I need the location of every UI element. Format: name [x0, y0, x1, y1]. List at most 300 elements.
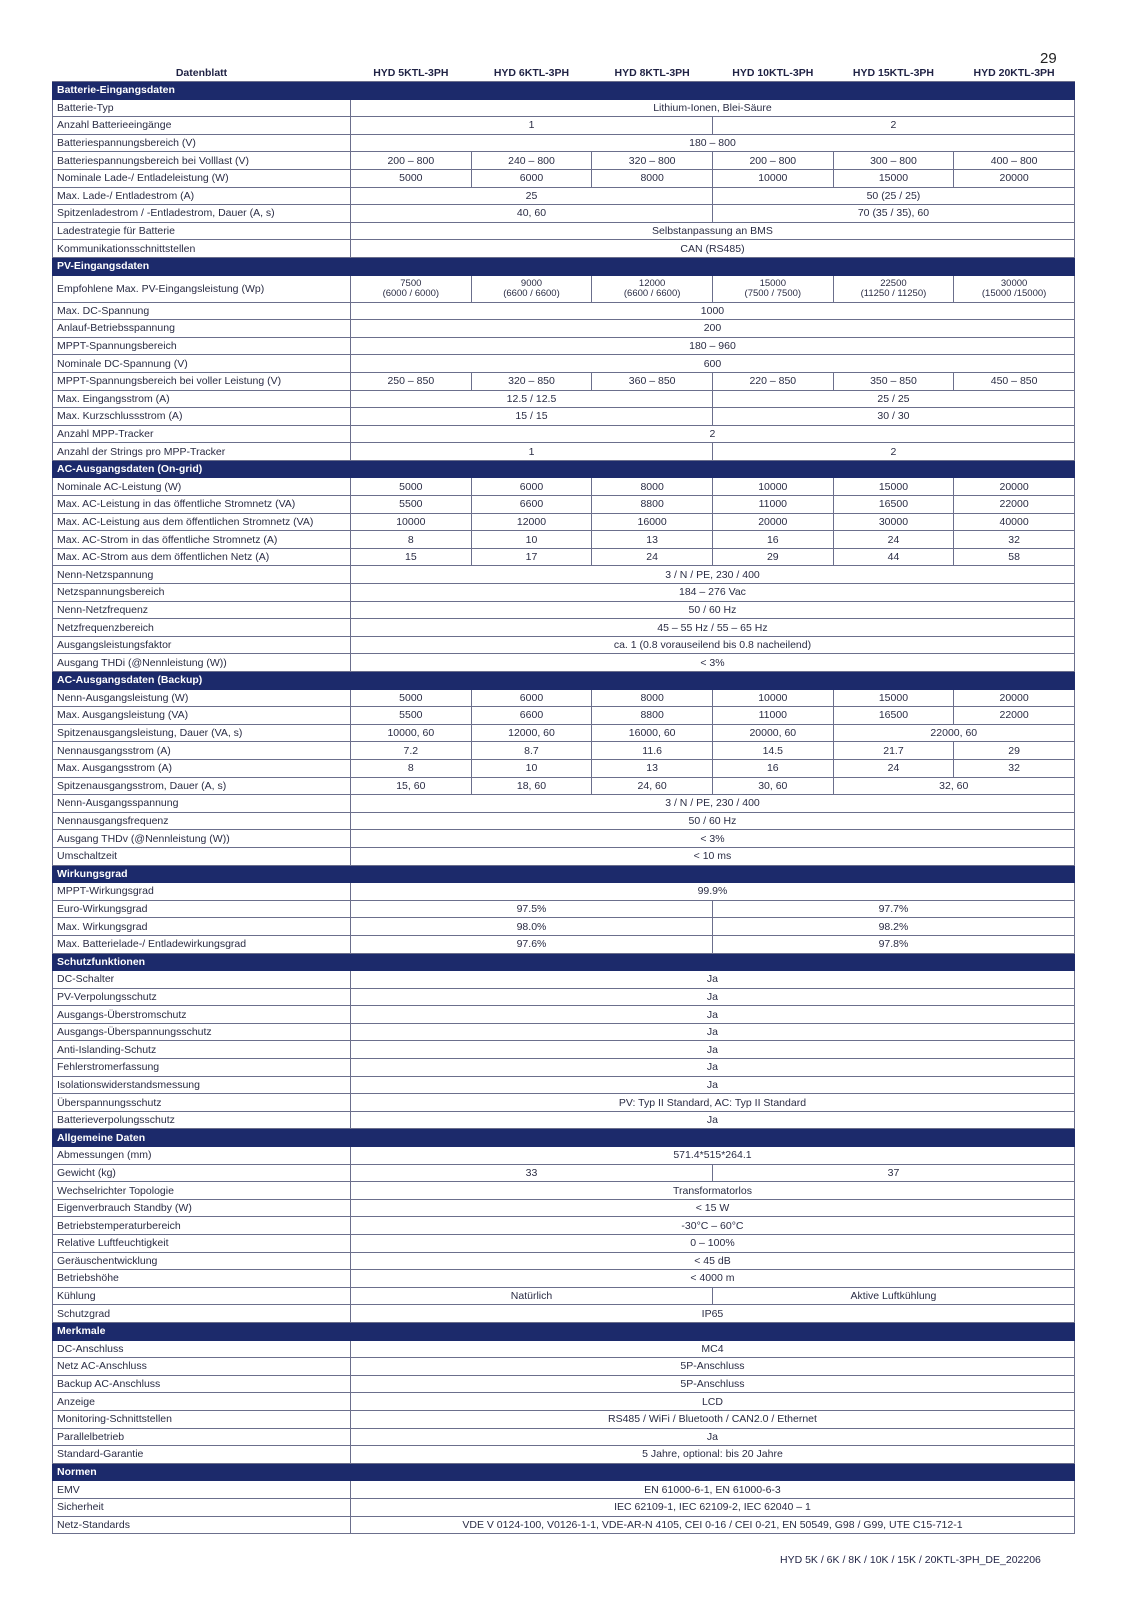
value-cell: 32, 60 [833, 777, 1074, 795]
value-cell: EN 61000-6-1, EN 61000-6-3 [351, 1481, 1075, 1499]
value-cell: 37 [712, 1164, 1074, 1182]
value-cell: 200 – 800 [712, 152, 833, 170]
table-row [53, 1393, 1075, 1411]
row-label: Überspannungsschutz [53, 1094, 351, 1112]
value-cell: 15 / 15 [351, 408, 713, 426]
table-row [53, 372, 1075, 390]
row-label: Batterieverpolungsschutz [53, 1111, 351, 1129]
row-label: Euro-Wirkungsgrad [53, 900, 351, 918]
value-cell: 8000 [592, 478, 713, 496]
row-label: DC-Anschluss [53, 1340, 351, 1358]
value-cell: 10000 [712, 169, 833, 187]
value-cell: 14.5 [712, 742, 833, 760]
row-label: Nennausgangsstrom (A) [53, 742, 351, 760]
table-row [53, 566, 1075, 584]
model-header: HYD 15KTL-3PH [833, 62, 954, 82]
value-cell: 97.6% [351, 935, 713, 953]
table-row [53, 1252, 1075, 1270]
value-cell: 98.2% [712, 918, 1074, 936]
table-row [53, 724, 1075, 742]
row-label: Anlauf-Betriebsspannung [53, 320, 351, 338]
table-row [53, 1041, 1075, 1059]
value-cell: 10000, 60 [351, 724, 472, 742]
value-cell: 2 [351, 425, 1075, 443]
table-row [53, 636, 1075, 654]
table-row [53, 1023, 1075, 1041]
table-row [53, 1481, 1075, 1499]
table-row [53, 240, 1075, 258]
section-header [53, 257, 1075, 275]
value-cell: 50 / 60 Hz [351, 812, 1075, 830]
value-cell: 3 / N / PE, 230 / 400 [351, 795, 1075, 813]
value-cell: 21.7 [833, 742, 954, 760]
model-header: HYD 6KTL-3PH [471, 62, 592, 82]
value-cell: 2 [712, 117, 1074, 135]
row-label: Max. Lade-/ Entladestrom (A) [53, 187, 351, 205]
row-label: Umschaltzeit [53, 847, 351, 865]
row-label: Max. Eingangsstrom (A) [53, 390, 351, 408]
value-cell: 30 / 30 [712, 408, 1074, 426]
row-label: Parallelbetrieb [53, 1428, 351, 1446]
table-row [53, 795, 1075, 813]
row-label: Nominale DC-Spannung (V) [53, 355, 351, 373]
table-row [53, 425, 1075, 443]
row-label: Netz-Standards [53, 1516, 351, 1534]
value-cell: < 10 ms [351, 847, 1075, 865]
section-header [53, 953, 1075, 971]
table-row [53, 275, 1075, 302]
value-cell: 30000 [833, 513, 954, 531]
value-cell: 22000, 60 [833, 724, 1074, 742]
header-label: Datenblatt [53, 62, 351, 82]
value-cell: 17 [471, 548, 592, 566]
value-cell: 29 [712, 548, 833, 566]
value-cell: 8 [351, 531, 472, 549]
value-cell: ca. 1 (0.8 vorauseilend bis 0.8 nacheilend) [351, 636, 1075, 654]
row-label: Schutzgrad [53, 1305, 351, 1323]
value-cell: 571.4*515*264.1 [351, 1147, 1075, 1165]
value-cell: 5P-Anschluss [351, 1358, 1075, 1376]
page-number: 29 [1040, 50, 1057, 67]
row-label: Geräuschentwicklung [53, 1252, 351, 1270]
table-row [53, 134, 1075, 152]
row-label: Kommunikationsschnittstellen [53, 240, 351, 258]
row-label: Kühlung [53, 1287, 351, 1305]
value-cell: 350 – 850 [833, 372, 954, 390]
section-header [53, 672, 1075, 690]
table-body [53, 82, 1075, 1534]
row-label: Batteriespannungsbereich bei Volllast (V) [53, 152, 351, 170]
value-cell: 22000 [954, 496, 1075, 514]
value-cell: 180 – 800 [351, 134, 1075, 152]
row-label: Nennausgangsfrequenz [53, 812, 351, 830]
value-cell: 29 [954, 742, 1075, 760]
value-cell: 20000 [954, 689, 1075, 707]
table-row [53, 812, 1075, 830]
value-cell: 24, 60 [592, 777, 713, 795]
value-cell: Ja [351, 1428, 1075, 1446]
value-cell: 1 [351, 117, 713, 135]
table-row [53, 320, 1075, 338]
table-row [53, 777, 1075, 795]
value-cell: 97.8% [712, 935, 1074, 953]
row-label: EMV [53, 1481, 351, 1499]
row-label: Netzspannungsbereich [53, 584, 351, 602]
row-label: MPPT-Wirkungsgrad [53, 883, 351, 901]
section-title: Batterie-Eingangsdaten [53, 82, 1075, 100]
value-cell: < 15 W [351, 1199, 1075, 1217]
value-cell: 12000 [471, 513, 592, 531]
value-cell: 15 [351, 548, 472, 566]
row-label: Abmessungen (mm) [53, 1147, 351, 1165]
value-cell: 220 – 850 [712, 372, 833, 390]
row-label: Max. Wirkungsgrad [53, 918, 351, 936]
table-row [53, 1410, 1075, 1428]
value-cell: 20000 [712, 513, 833, 531]
row-label: Standard-Garantie [53, 1446, 351, 1464]
value-cell: 8.7 [471, 742, 592, 760]
value-cell [351, 275, 472, 302]
row-label: Isolationswiderstandsmessung [53, 1076, 351, 1094]
table-row [53, 935, 1075, 953]
row-label: PV-Verpolungsschutz [53, 988, 351, 1006]
value-cell: 5000 [351, 478, 472, 496]
table-row [53, 496, 1075, 514]
table-row [53, 1006, 1075, 1024]
value-cell: < 3% [351, 830, 1075, 848]
section-header [53, 865, 1075, 883]
value-line: 9000 [520, 277, 543, 289]
row-label: Max. AC-Leistung in das öffentliche Stromnetz (VA) [53, 496, 351, 514]
value-cell: 2 [712, 443, 1074, 461]
row-label: Batterie-Typ [53, 99, 351, 117]
table-row [53, 900, 1075, 918]
table-row [53, 1340, 1075, 1358]
section-header [53, 82, 1075, 100]
section-title: Wirkungsgrad [53, 865, 1075, 883]
value-cell: 11.6 [592, 742, 713, 760]
value-cell: Ja [351, 971, 1075, 989]
row-label: Ausgang THDi (@Nennleistung (W)) [53, 654, 351, 672]
table-row [53, 1305, 1075, 1323]
section-title: AC-Ausgangsdaten (Backup) [53, 672, 1075, 690]
value-cell: 24 [592, 548, 713, 566]
value-cell: 7.2 [351, 742, 472, 760]
model-header: HYD 5KTL-3PH [351, 62, 472, 82]
value-cell: 16000 [592, 513, 713, 531]
row-label: Anti-Islanding-Schutz [53, 1041, 351, 1059]
value-cell: 184 – 276 Vac [351, 584, 1075, 602]
row-label: Max. DC-Spannung [53, 302, 351, 320]
row-label: Nenn-Netzfrequenz [53, 601, 351, 619]
table-row [53, 1199, 1075, 1217]
value-cell: 50 (25 / 25) [712, 187, 1074, 205]
value-cell: 24 [833, 531, 954, 549]
table-row [53, 1287, 1075, 1305]
table-row [53, 187, 1075, 205]
value-cell: 10000 [712, 689, 833, 707]
document-code: HYD 5K / 6K / 8K / 10K / 15K / 20KTL-3PH_DE_202206 [780, 1554, 1041, 1566]
section-title: AC-Ausgangsdaten (On-grid) [53, 460, 1075, 478]
value-cell: 5000 [351, 169, 472, 187]
table-row [53, 1516, 1075, 1534]
value-cell: Aktive Luftkühlung [712, 1287, 1074, 1305]
value-cell: 320 – 850 [471, 372, 592, 390]
value-cell: IEC 62109-1, IEC 62109-2, IEC 62040 – 1 [351, 1498, 1075, 1516]
row-label: Spitzenausgangsleistung, Dauer (VA, s) [53, 724, 351, 742]
value-cell: 97.7% [712, 900, 1074, 918]
table-row [53, 584, 1075, 602]
row-label: MPPT-Spannungsbereich [53, 337, 351, 355]
row-label: Max. Kurzschlussstrom (A) [53, 408, 351, 426]
value-cell: 6000 [471, 169, 592, 187]
row-label: Eigenverbrauch Standby (W) [53, 1199, 351, 1217]
value-line: 15000 [759, 277, 786, 289]
model-header: HYD 8KTL-3PH [592, 62, 713, 82]
table-row [53, 169, 1075, 187]
table-row [53, 1270, 1075, 1288]
row-label: Gewicht (kg) [53, 1164, 351, 1182]
table-row [53, 1235, 1075, 1253]
value-cell: 40000 [954, 513, 1075, 531]
value-cell: 6600 [471, 707, 592, 725]
value-cell: 70 (35 / 35), 60 [712, 205, 1074, 223]
table-row [53, 918, 1075, 936]
value-line: (7500 / 7500) [744, 287, 802, 299]
value-cell: 11000 [712, 707, 833, 725]
table-row [53, 742, 1075, 760]
value-cell: 15000 [833, 169, 954, 187]
table-row [53, 355, 1075, 373]
row-label: Empfohlene Max. PV-Eingangsleistung (Wp) [53, 275, 351, 302]
model-header: HYD 10KTL-3PH [712, 62, 833, 82]
value-cell: 3 / N / PE, 230 / 400 [351, 566, 1075, 584]
value-cell: 200 – 800 [351, 152, 472, 170]
value-cell: 5000 [351, 689, 472, 707]
table-row [53, 302, 1075, 320]
table-row [53, 971, 1075, 989]
value-cell: 58 [954, 548, 1075, 566]
table-row [53, 1217, 1075, 1235]
value-cell [471, 275, 592, 302]
value-cell: 15000 [833, 478, 954, 496]
value-cell: 12000, 60 [471, 724, 592, 742]
row-label: Max. AC-Strom in das öffentliche Stromnetz (A) [53, 531, 351, 549]
value-cell [833, 275, 954, 302]
table-row [53, 847, 1075, 865]
value-cell: 180 – 960 [351, 337, 1075, 355]
table-header [53, 62, 1075, 82]
value-cell: PV: Typ II Standard, AC: Typ II Standard [351, 1094, 1075, 1112]
value-cell: 8 [351, 759, 472, 777]
row-label: Max. AC-Leistung aus dem öffentlichen Stromnetz (VA) [53, 513, 351, 531]
value-cell: 20000 [954, 169, 1075, 187]
value-cell: 13 [592, 531, 713, 549]
value-cell: Ja [351, 988, 1075, 1006]
value-cell: Transformatorlos [351, 1182, 1075, 1200]
row-label: Ausgangsleistungsfaktor [53, 636, 351, 654]
value-cell: 400 – 800 [954, 152, 1075, 170]
value-cell: 97.5% [351, 900, 713, 918]
value-cell: Ja [351, 1006, 1075, 1024]
value-cell: 8000 [592, 689, 713, 707]
row-label: Backup AC-Anschluss [53, 1375, 351, 1393]
section-title: Merkmale [53, 1322, 1075, 1340]
table-row [53, 531, 1075, 549]
row-label: Nenn-Netzspannung [53, 566, 351, 584]
table-row [53, 759, 1075, 777]
value-cell: 8800 [592, 496, 713, 514]
table-row [53, 408, 1075, 426]
value-cell: Ja [351, 1076, 1075, 1094]
table-row [53, 619, 1075, 637]
table-row [53, 1076, 1075, 1094]
value-cell: < 3% [351, 654, 1075, 672]
row-label: Ausgangs-Überstromschutz [53, 1006, 351, 1024]
row-label: Spitzenausgangsstrom, Dauer (A, s) [53, 777, 351, 795]
value-cell: 10000 [351, 513, 472, 531]
table-row [53, 1358, 1075, 1376]
row-label: Betriebstemperaturbereich [53, 1217, 351, 1235]
section-header [53, 1322, 1075, 1340]
row-label: Netz AC-Anschluss [53, 1358, 351, 1376]
value-cell: LCD [351, 1393, 1075, 1411]
value-cell: VDE V 0124-100, V0126-1-1, VDE-AR-N 4105, CEI 0-16 / CEI 0-21, EN 50549, G98 / G99, UTE C15-712-1 [351, 1516, 1075, 1534]
table-row [53, 707, 1075, 725]
table-row [53, 1111, 1075, 1129]
table-row [53, 337, 1075, 355]
value-cell: 25 [351, 187, 713, 205]
value-cell: 600 [351, 355, 1075, 373]
value-cell: 6000 [471, 689, 592, 707]
value-cell: 50 / 60 Hz [351, 601, 1075, 619]
table-row [53, 443, 1075, 461]
value-cell: 300 – 800 [833, 152, 954, 170]
value-cell: Ja [351, 1111, 1075, 1129]
row-label: Max. Ausgangsstrom (A) [53, 759, 351, 777]
value-cell: 10000 [712, 478, 833, 496]
row-label: Anzahl MPP-Tracker [53, 425, 351, 443]
value-cell: -30°C – 60°C [351, 1217, 1075, 1235]
value-cell: MC4 [351, 1340, 1075, 1358]
section-header [53, 1129, 1075, 1147]
row-label: Netzfrequenzbereich [53, 619, 351, 637]
value-cell: 44 [833, 548, 954, 566]
table-row [53, 689, 1075, 707]
table-row [53, 1059, 1075, 1077]
row-label: Sicherheit [53, 1498, 351, 1516]
value-cell: 98.0% [351, 918, 713, 936]
value-cell: Lithium-Ionen, Blei-Säure [351, 99, 1075, 117]
value-cell [954, 275, 1075, 302]
table-row [53, 1182, 1075, 1200]
value-cell: 5 Jahre, optional: bis 20 Jahre [351, 1446, 1075, 1464]
value-line: (6000 / 6000) [382, 287, 440, 299]
row-label: Max. Ausgangsleistung (VA) [53, 707, 351, 725]
value-cell: Ja [351, 1023, 1075, 1041]
table-row [53, 513, 1075, 531]
value-cell: 18, 60 [471, 777, 592, 795]
table-row [53, 478, 1075, 496]
value-cell: RS485 / WiFi / Bluetooth / CAN2.0 / Ethernet [351, 1410, 1075, 1428]
table-row [53, 1375, 1075, 1393]
value-cell: Selbstanpassung an BMS [351, 222, 1075, 240]
value-line: 22500 [880, 277, 907, 289]
value-cell: 24 [833, 759, 954, 777]
value-cell: Natürlich [351, 1287, 713, 1305]
table-row [53, 548, 1075, 566]
value-cell: 99.9% [351, 883, 1075, 901]
value-cell: 250 – 850 [351, 372, 472, 390]
value-cell: 32 [954, 531, 1075, 549]
value-cell: < 4000 m [351, 1270, 1075, 1288]
value-cell: 1 [351, 443, 713, 461]
value-cell: Ja [351, 1041, 1075, 1059]
row-label: Betriebshöhe [53, 1270, 351, 1288]
table-row [53, 988, 1075, 1006]
row-label: MPPT-Spannungsbereich bei voller Leistung (V) [53, 372, 351, 390]
value-cell: 16 [712, 531, 833, 549]
table-row [53, 205, 1075, 223]
value-cell: 16000, 60 [592, 724, 713, 742]
value-cell: 360 – 850 [592, 372, 713, 390]
value-cell: IP65 [351, 1305, 1075, 1323]
value-cell: 45 – 55 Hz / 55 – 65 Hz [351, 619, 1075, 637]
value-cell: 16500 [833, 707, 954, 725]
section-title: Allgemeine Daten [53, 1129, 1075, 1147]
value-cell: 8000 [592, 169, 713, 187]
value-cell: Ja [351, 1059, 1075, 1077]
row-label: Anzahl Batterieeingänge [53, 117, 351, 135]
value-cell: 16 [712, 759, 833, 777]
table-row [53, 1446, 1075, 1464]
value-cell: 25 / 25 [712, 390, 1074, 408]
value-cell: CAN (RS485) [351, 240, 1075, 258]
section-header [53, 1463, 1075, 1481]
row-label: Nenn-Ausgangsspannung [53, 795, 351, 813]
value-cell: 1000 [351, 302, 1075, 320]
value-cell: 40, 60 [351, 205, 713, 223]
value-cell: 22000 [954, 707, 1075, 725]
value-cell: 20000 [954, 478, 1075, 496]
table-row [53, 1428, 1075, 1446]
value-line: 30000 [1000, 277, 1028, 289]
value-cell: 11000 [712, 496, 833, 514]
table-row [53, 601, 1075, 619]
row-label: Ausgang THDv (@Nennleistung (W)) [53, 830, 351, 848]
value-cell [592, 275, 713, 302]
value-cell: 0 – 100% [351, 1235, 1075, 1253]
row-label: Ausgangs-Überspannungsschutz [53, 1023, 351, 1041]
value-cell: 15000 [833, 689, 954, 707]
value-cell: 450 – 850 [954, 372, 1075, 390]
table-row [53, 390, 1075, 408]
value-cell: 6600 [471, 496, 592, 514]
value-line: 12000 [638, 277, 666, 289]
value-cell: 240 – 800 [471, 152, 592, 170]
value-cell: 5P-Anschluss [351, 1375, 1075, 1393]
value-cell [712, 275, 833, 302]
model-header: HYD 20KTL-3PH [954, 62, 1075, 82]
value-cell: 13 [592, 759, 713, 777]
table-row [53, 99, 1075, 117]
table-row [53, 1147, 1075, 1165]
value-cell: < 45 dB [351, 1252, 1075, 1270]
value-cell: 20000, 60 [712, 724, 833, 742]
table-row [53, 117, 1075, 135]
value-cell: 33 [351, 1164, 713, 1182]
table-row [53, 1498, 1075, 1516]
